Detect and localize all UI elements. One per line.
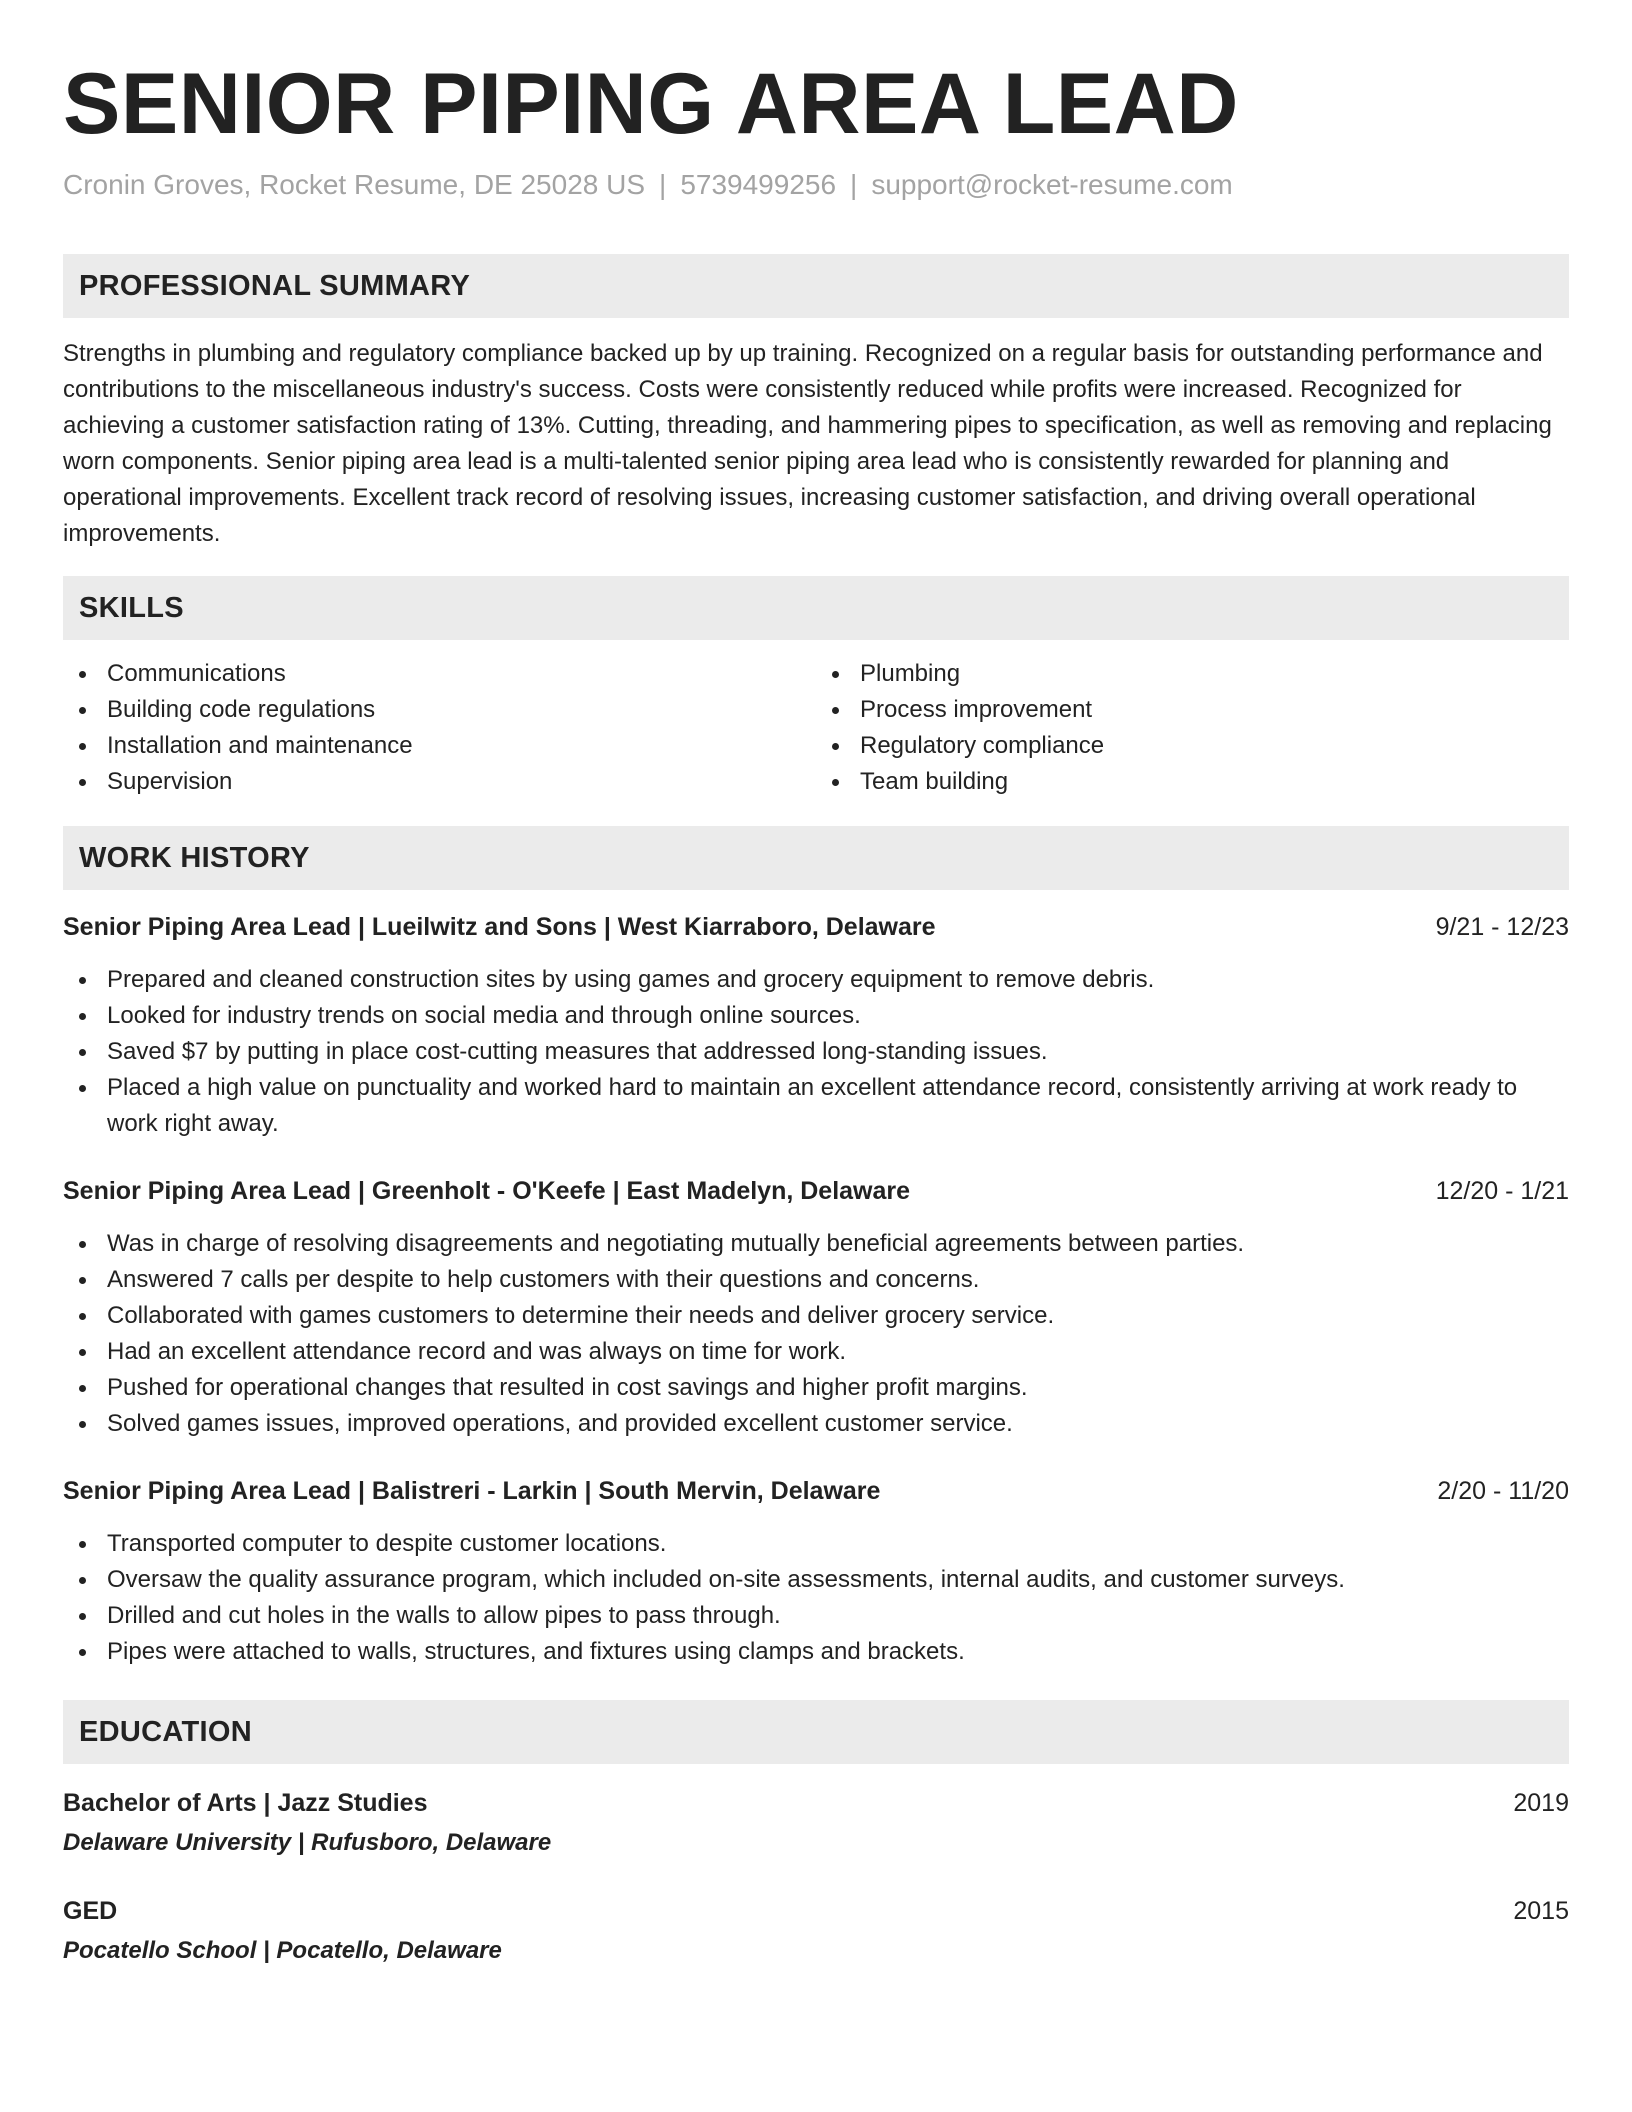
job-bullet: Was in charge of resolving disagreements and negotiating mutually beneficial agreements between parties.: [63, 1226, 1569, 1262]
contact-separator: |: [850, 169, 858, 200]
education-school: Delaware University | Rufusboro, Delaware: [63, 1829, 552, 1856]
skill-item: Building code regulations: [63, 692, 816, 728]
skills-list-right: [816, 656, 1569, 800]
job-bullet: Had an excellent attendance record and was always on time for work.: [63, 1334, 1569, 1370]
education-degree: Bachelor of Arts | Jazz Studies: [63, 1789, 428, 1817]
summary-section-title: PROFESSIONAL SUMMARY: [79, 269, 471, 302]
job-bullet: Oversaw the quality assurance program, which included on-site assessments, internal audits, and customer surveys.: [63, 1562, 1569, 1598]
contact-email[interactable]: support@rocket-resume.com: [871, 169, 1233, 200]
job-dates: 9/21 - 12/23: [1435, 913, 1569, 941]
skills-grid: [63, 656, 1569, 800]
job-header-row: [63, 910, 1569, 944]
skills-section-header: [63, 576, 1569, 640]
job-bullet: Collaborated with games customers to determine their needs and deliver grocery service.: [63, 1298, 1569, 1334]
job-bullets: [63, 1226, 1569, 1442]
education-entry: [63, 1786, 1569, 1860]
skill-item: Installation and maintenance: [63, 728, 816, 764]
contact-line: [63, 168, 1569, 202]
job-heading: Senior Piping Area Lead | Balistreri - Larkin | South Mervin, Delaware: [63, 1477, 881, 1505]
education-year: 2015: [1513, 1897, 1569, 1925]
education-school: Pocatello School | Pocatello, Delaware: [63, 1937, 502, 1964]
contact-address: Cronin Groves, Rocket Resume, DE 25028 US: [63, 169, 646, 200]
skill-item: Communications: [63, 656, 816, 692]
job-heading: Senior Piping Area Lead | Lueilwitz and Sons | West Kiarraboro, Delaware: [63, 913, 936, 941]
skill-item: Process improvement: [816, 692, 1569, 728]
job-bullet: Looked for industry trends on social media and through online sources.: [63, 998, 1569, 1034]
education-entry: [63, 1894, 1569, 1968]
candidate-title: SENIOR PIPING AREA LEAD: [63, 56, 1239, 152]
job-heading: Senior Piping Area Lead | Greenholt - O'Keefe | East Madelyn, Delaware: [63, 1177, 911, 1205]
skills-list-left: [63, 656, 816, 800]
job-entry: [63, 910, 1569, 1142]
skill-item: Regulatory compliance: [816, 728, 1569, 764]
job-header-row: [63, 1174, 1569, 1208]
contact-separator: |: [659, 169, 667, 200]
education-header-row: [63, 1786, 1569, 1820]
job-header-row: [63, 1474, 1569, 1508]
job-bullet: Drilled and cut holes in the walls to allow pipes to pass through.: [63, 1598, 1569, 1634]
job-bullets: [63, 1526, 1569, 1670]
summary-text: Strengths in plumbing and regulatory compliance backed up by up training. Recognized on a regular basis for outstanding performance and contributions to the miscellaneous industry's success. Costs were consistently reduced while profits were increased. Recognized for achieving a customer satisfaction rating of 13%. Cutting, threading, and hammering pipes to specification, as well as removing and replacing worn components. Senior piping area lead is a multi-talented senior piping area lead who is consistently rewarded for planning and operational improvements. Excellent track record of resolving issues, increasing customer satisfaction, and driving overall operational improvements.: [63, 340, 1552, 547]
job-bullet: Pipes were attached to walls, structures, and fixtures using clamps and brackets.: [63, 1634, 1569, 1670]
work-section-header: [63, 826, 1569, 890]
education-section-title: EDUCATION: [79, 1715, 252, 1748]
job-bullet: Saved $7 by putting in place cost-cutting measures that addressed long-standing issues.: [63, 1034, 1569, 1070]
job-bullet: Solved games issues, improved operations, and provided excellent customer service.: [63, 1406, 1569, 1442]
job-bullet: Pushed for operational changes that resulted in cost savings and higher profit margins.: [63, 1370, 1569, 1406]
job-bullet: Transported computer to despite customer locations.: [63, 1526, 1569, 1562]
summary-section-header: [63, 254, 1569, 318]
job-dates: 12/20 - 1/21: [1435, 1177, 1569, 1205]
skill-item: Plumbing: [816, 656, 1569, 692]
job-bullets: [63, 962, 1569, 1142]
contact-phone: 5739499256: [680, 169, 837, 200]
job-bullet: Prepared and cleaned construction sites by using games and grocery equipment to remove debris.: [63, 962, 1569, 998]
job-dates: 2/20 - 11/20: [1437, 1477, 1569, 1505]
skill-item: Team building: [816, 764, 1569, 800]
education-section-header: [63, 1700, 1569, 1764]
work-section-title: WORK HISTORY: [79, 841, 310, 874]
job-entry: [63, 1474, 1569, 1670]
job-bullet: Answered 7 calls per despite to help customers with their questions and concerns.: [63, 1262, 1569, 1298]
job-bullet: Placed a high value on punctuality and worked hard to maintain an excellent attendance record, consistently arriving at work ready to work right away.: [63, 1070, 1569, 1142]
skill-item: Supervision: [63, 764, 816, 800]
education-degree: GED: [63, 1897, 118, 1925]
job-entry: [63, 1174, 1569, 1442]
education-year: 2019: [1513, 1789, 1569, 1817]
skills-section-title: SKILLS: [79, 591, 184, 624]
education-header-row: [63, 1894, 1569, 1928]
